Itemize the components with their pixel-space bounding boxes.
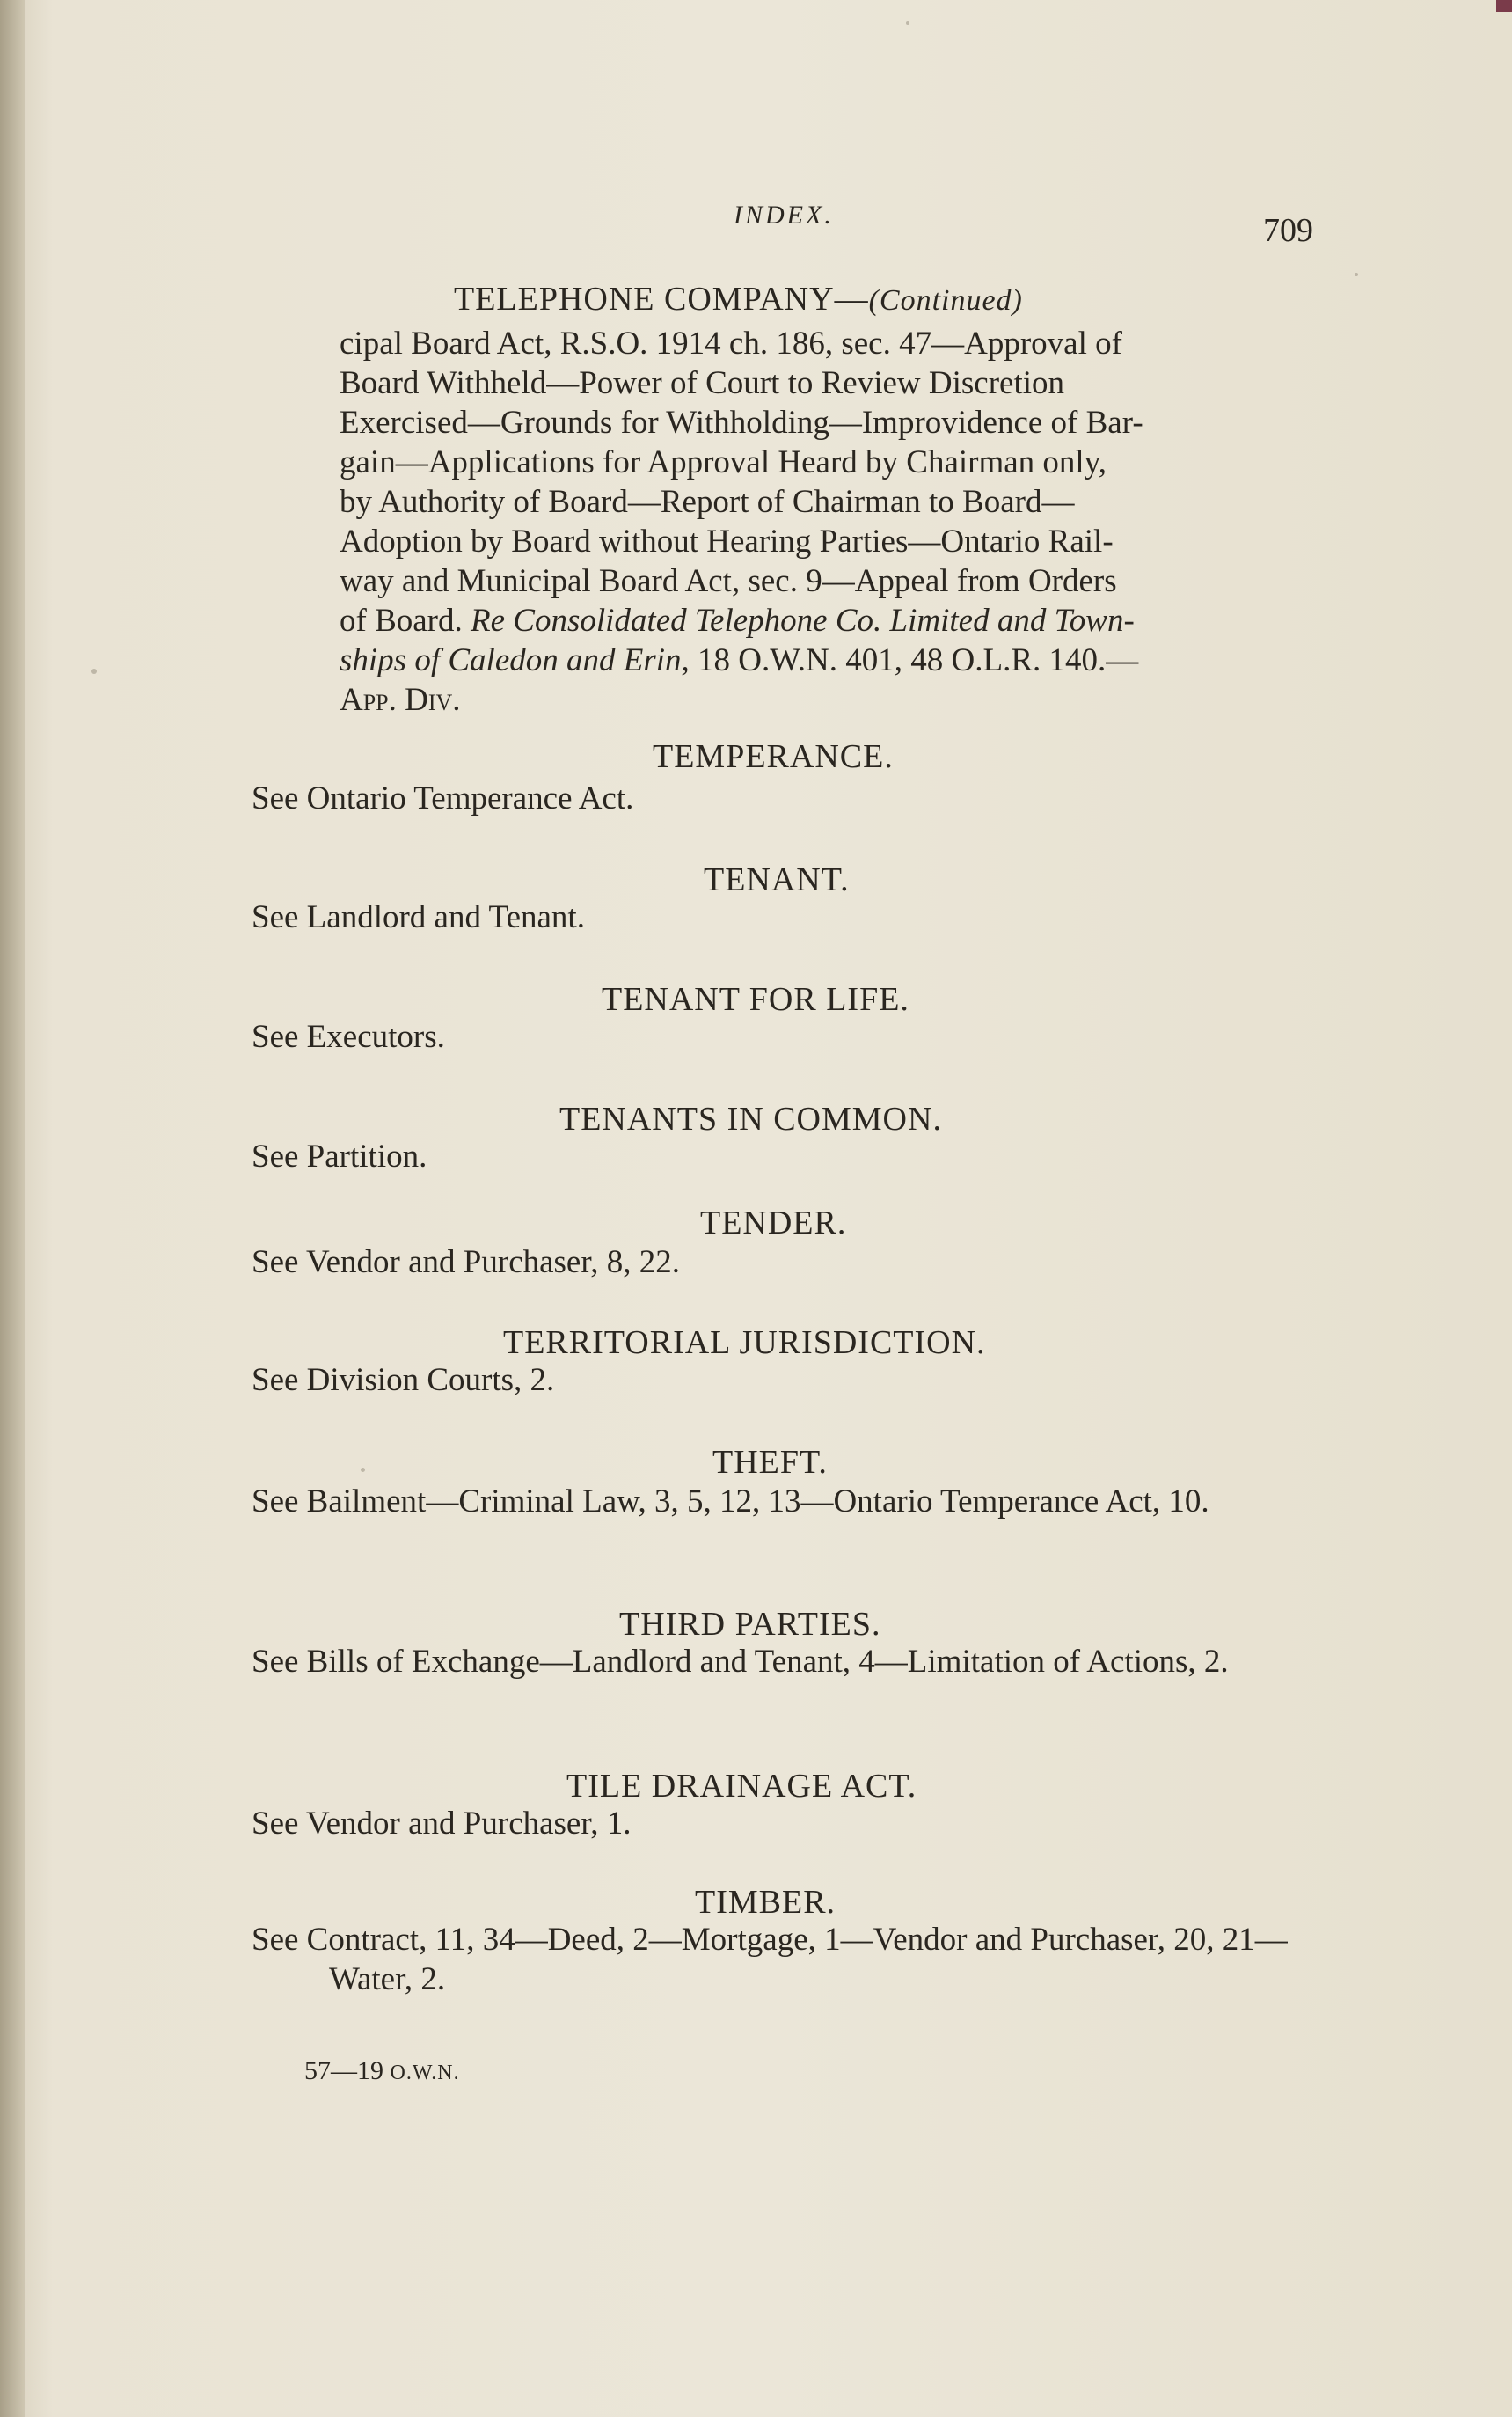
entry-heading: TENANT. xyxy=(704,861,850,898)
entry-see xyxy=(252,1642,1316,1681)
signature-mark xyxy=(304,2056,460,2086)
paper-speck xyxy=(906,21,909,25)
case-name-part-1: Re Consolidated Telephone Co. Limited and Town- xyxy=(471,603,1135,639)
continued-heading-text: TELEPHONE COMPANY— xyxy=(454,281,869,318)
see-text: See Ontario Temperance Act. xyxy=(252,780,634,817)
entry-heading: THEFT. xyxy=(712,1444,828,1481)
paper-speck xyxy=(361,1468,365,1472)
see-text: See Landlord and Tenant. xyxy=(252,899,585,935)
entry-heading: THIRD PARTIES. xyxy=(619,1606,881,1643)
body-line-2: Board Withheld—Power of Court to Review Discretion xyxy=(340,365,1065,401)
body-line-3: Exercised—Grounds for Withholding—Improvidence of Bar- xyxy=(340,405,1143,441)
see-text: See Contract, 11, 34—Deed, 2—Mortgage, 1—Vendor and Purchaser, 20, 21—Water, 2. xyxy=(252,1922,1288,1997)
paper-speck xyxy=(91,669,97,674)
body-line-6: Adoption by Board without Hearing Parties—Ontario Rail- xyxy=(340,524,1114,560)
body-line-4: gain—Applications for Approval Heard by Chairman only, xyxy=(340,444,1107,480)
entry-see xyxy=(252,779,1316,818)
entry-see xyxy=(252,1137,1316,1176)
entry-heading: TILE DRAINAGE ACT. xyxy=(566,1768,917,1805)
entry-see xyxy=(252,1360,1316,1400)
see-text: See Bills of Exchange—Landlord and Tenant, 4—Limitation of Actions, 2. xyxy=(252,1644,1229,1680)
page-edge-mark xyxy=(1496,0,1512,12)
running-title: INDEX. xyxy=(734,201,834,230)
entry-see xyxy=(252,897,1316,937)
entry-heading: TENDER. xyxy=(700,1205,847,1241)
body-line-5: by Authority of Board—Report of Chairman to Board— xyxy=(340,484,1075,520)
entry-see xyxy=(252,1482,1316,1521)
see-text: See Division Courts, 2. xyxy=(252,1362,555,1398)
entry-see xyxy=(252,1804,1316,1843)
entry-heading: TEMPERANCE. xyxy=(653,738,894,775)
body-line-8 xyxy=(340,601,1321,641)
case-name-part-2: ships of Caledon and Erin, xyxy=(340,642,690,678)
entry-see xyxy=(252,1920,1316,1999)
entry-see xyxy=(252,1017,1316,1057)
signature-number: 57—19 xyxy=(304,2056,391,2085)
page-number: 709 xyxy=(1263,212,1313,249)
see-text: See Vendor and Purchaser, 8, 22. xyxy=(252,1244,680,1280)
court-label: App. Div. xyxy=(340,682,461,718)
citation: 18 O.W.N. 401, 48 O.L.R. 140.— xyxy=(689,642,1139,678)
see-text: See Executors. xyxy=(252,1019,445,1055)
continued-heading xyxy=(454,280,1023,319)
body-line-9 xyxy=(340,641,1321,680)
body-line-1: cipal Board Act, R.S.O. 1914 ch. 186, sec. 47—Approval of xyxy=(340,326,1122,362)
paper-speck xyxy=(1355,273,1358,276)
continued-entry-body xyxy=(340,324,1321,720)
continued-label: (Continued) xyxy=(868,284,1023,317)
entry-heading: TERRITORIAL JURISDICTION. xyxy=(503,1324,986,1361)
entry-heading: TENANT FOR LIFE. xyxy=(602,981,909,1018)
see-text: See Bailment—Criminal Law, 3, 5, 12, 13—Ontario Temperance Act, 10. xyxy=(252,1483,1209,1520)
entry-heading: TENANTS IN COMMON. xyxy=(559,1101,942,1138)
entry-see xyxy=(252,1242,1316,1282)
see-text: See Partition. xyxy=(252,1139,427,1175)
entry-heading: TIMBER. xyxy=(695,1884,836,1921)
body-line-8-roman: of Board. xyxy=(340,603,471,639)
signature-abbreviation: O.W.N. xyxy=(390,2062,460,2084)
see-text: See Vendor and Purchaser, 1. xyxy=(252,1805,632,1842)
body-line-7: way and Municipal Board Act, sec. 9—Appeal from Orders xyxy=(340,563,1117,599)
binding-gutter xyxy=(0,0,25,2417)
